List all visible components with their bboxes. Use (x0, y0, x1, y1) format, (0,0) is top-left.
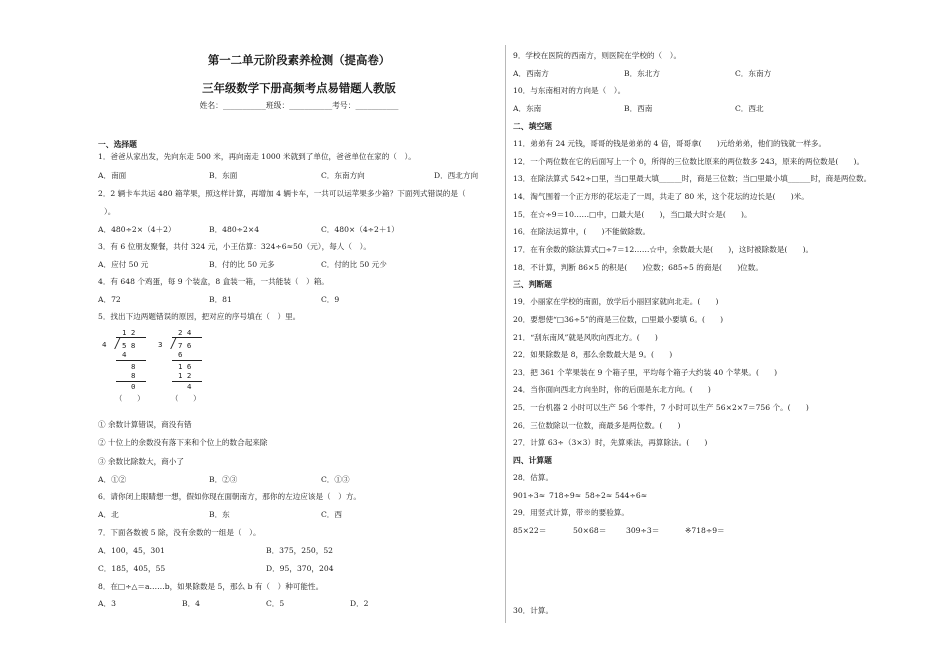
question-10: 10．与东南相对的方向是（ ）。 (513, 86, 626, 95)
section-judge-heading: 三、判断题 (513, 280, 552, 289)
q28-item-1: 901÷3≈ (513, 491, 546, 500)
question-23: 23．把 361 个苹果装在 9 个箱子里，平均每个箱子大约装 40 个苹果。( ) (513, 368, 778, 377)
question-19: 19．小丽家在学校的南面，放学后小丽回家就向北走。( ) (513, 297, 719, 306)
q2-option-b: B．480÷2×4 (209, 225, 260, 234)
q5-reason-2: ② 十位上的余数没有落下来和个位上的数合起来除 (98, 438, 268, 447)
fig1-row2: 8 (131, 362, 136, 371)
q29-item-2: 50×68＝ (573, 526, 607, 535)
section-calc-heading: 四、计算题 (513, 456, 552, 465)
question-9: 9．学校在医院的西南方，则医院在学校的（ ）。 (513, 51, 682, 60)
question-21: 21．“刮东南风”就是风吹向西北方。( ) (513, 333, 658, 342)
q3-option-c: C．付的比 50 元少 (321, 260, 387, 269)
question-8: 8．在□÷△＝a……b，如果除数是 5，那么 b 有（ ）种可能性。 (98, 582, 324, 591)
fig1-quotient: 1 2 (122, 328, 136, 337)
question-17: 17．在有余数的除法算式□÷7＝12……☆中，余数最大是( )，这时被除数是( )。 (513, 245, 814, 254)
q2-option-a: A．480÷2×（4＋2） (98, 225, 176, 234)
q1-option-a: A．南面 (98, 171, 127, 180)
q3-option-b: B．付的比 50 元多 (209, 260, 275, 269)
question-26: 26．三位数除以一位数，商最多是两位数。( ) (513, 421, 681, 430)
q5-reason-3: ③ 余数比除数大，商小了 (98, 457, 184, 466)
question-2-end: ）。 (104, 207, 116, 216)
column-divider (505, 45, 506, 623)
q7-option-a: A．100，45，301 (98, 546, 165, 555)
fig2-answer-paren: （ ） (171, 394, 201, 403)
question-12: 12．一个两位数在它的后面写上一个 0，所得的三位数比原来的两位数多 243，原来的两位数是( )。 (513, 157, 865, 166)
fig1-dividend: 5 8 (122, 341, 136, 350)
fig1-answer-paren: （ ） (115, 394, 145, 403)
q8-option-c: C．5 (266, 599, 285, 608)
long-division-figure-1 (102, 326, 162, 406)
exam-title: 第一二单元阶段素养检测（提高卷） (207, 53, 391, 67)
q7-option-c: C．185，405，55 (98, 564, 166, 573)
q10-option-b: B．西南 (624, 104, 653, 113)
q1-option-d: D．西北方向 (434, 171, 479, 180)
student-info-line: 姓名：___________班级：___________考号：___________ (199, 101, 399, 110)
question-27: 27．计算 63÷（3×3）时，先算乘法，再算除法。( ) (513, 438, 708, 447)
section-choice-heading: 一、选择题 (98, 140, 137, 149)
question-2: 2．2 辆卡车共运 480 箱苹果，照这样计算，再增加 4 辆卡车，一共可以运苹果多少箱？下面列式错误的是（ (98, 189, 466, 198)
q8-option-d: D．2 (350, 599, 369, 608)
q10-option-c: C．西北 (735, 104, 764, 113)
question-29: 29．用竖式计算，带※的要验算。 (513, 508, 629, 517)
q6-option-c: C．西 (321, 510, 342, 519)
fig2-divisor: 3 (158, 340, 163, 349)
fig1-bracket (114, 337, 121, 349)
q2-option-c: C．480×（4÷2＋1） (321, 225, 399, 234)
fig2-quotient: 2 4 (178, 328, 192, 337)
question-5: 5．找出下边两题错误的原因，把对应的序号填在（ ）里。 (98, 312, 301, 321)
q9-option-c: C．东南方 (735, 69, 772, 78)
fig1-row1: 4 (122, 350, 127, 359)
question-28: 28．估算。 (513, 473, 554, 482)
question-22: 22．如果除数是 8，那么余数最大是 9。( ) (513, 350, 673, 359)
fig2-row1: 6 (178, 350, 183, 359)
question-16: 16．在除法运算中，( )不能做除数。 (513, 227, 651, 236)
fig2-line1 (172, 360, 202, 361)
fig1-divisor: 4 (102, 340, 107, 349)
q29-item-1: 85×22＝ (513, 526, 547, 535)
q8-option-a: A．3 (98, 599, 116, 608)
fig1-row4: 0 (131, 382, 136, 391)
section-fill-heading: 二、填空题 (513, 122, 552, 131)
fig2-bracket (170, 337, 177, 349)
q28-item-4: 544÷6≈ (615, 491, 648, 500)
question-18: 18．不计算，判断 86×5 的积是( )位数；685÷5 的商是( )位数。 (513, 263, 763, 272)
fig1-row3: 8 (131, 371, 136, 380)
question-15: 15．在☆÷9＝10……□中，□最大是( )，当□最大时☆是( )。 (513, 210, 752, 219)
exam-subtitle: 三年级数学下册高频考点易错题人教版 (202, 81, 396, 95)
q1-option-c: C．东南方向 (321, 171, 365, 180)
question-14: 14．淘气围着一个正方形的花坛走了一周，共走了 80 米，这个花坛的边长是( )米。 (513, 192, 809, 201)
question-11: 11．弟弟有 24 元钱，哥哥的钱是弟弟的 4 倍，哥哥拿( )元给弟弟，他们的钱就一样多。 (513, 139, 827, 148)
question-3: 3．有 6 位朋友聚餐，共付 324 元，小王估算：324÷6≈50（元），每人（ ）。 (98, 242, 371, 251)
long-division-figure-2 (158, 326, 218, 406)
q28-item-3: 58÷2≈ (585, 491, 613, 500)
q28-item-2: 718÷9≈ (549, 491, 582, 500)
fig2-row3: 1 2 (178, 371, 192, 380)
q4-option-b: B．81 (209, 295, 232, 304)
q10-option-a: A．东南 (513, 104, 542, 113)
q5-option-a: A．①② (98, 475, 127, 484)
q7-option-b: B．375，250，52 (266, 546, 334, 555)
q4-option-a: A．72 (98, 295, 121, 304)
question-30: 30．计算。 (513, 606, 554, 615)
q29-item-3: 309÷3＝ (626, 526, 660, 535)
q1-option-b: B．东面 (209, 171, 238, 180)
q6-option-b: B．东 (209, 510, 230, 519)
q29-item-4: ※718÷9＝ (685, 526, 725, 535)
question-4: 4．有 648 个鸡蛋，每 9 个装盒，8 盒装一箱，一共能装（ ）箱。 (98, 277, 329, 286)
q9-option-b: B．东北方 (624, 69, 660, 78)
q5-reason-1: ① 余数计算错误，商没有错 (98, 420, 192, 429)
question-7: 7．下面各数被 5 除，没有余数的一组是（ ）。 (98, 528, 261, 537)
q5-option-c: C．①③ (321, 475, 350, 484)
q5-option-b: B．②③ (209, 475, 238, 484)
q3-option-a: A．应付 50 元 (98, 260, 149, 269)
q9-option-a: A．西南方 (513, 69, 549, 78)
fig2-row2: 1 6 (178, 362, 192, 371)
q4-option-c: C．9 (321, 295, 340, 304)
question-1: 1．爸爸从家出发，先向东走 500 米，再向南走 1000 米就到了单位，爸爸单位在家的（ ）。 (98, 152, 416, 161)
fig2-dividend: 7 6 (178, 341, 192, 350)
q7-option-d: D．95，370，204 (266, 564, 334, 573)
question-24: 24．当你面向西北方向坐时，你的后面是东北方向。( ) (513, 385, 711, 394)
q8-option-b: B．4 (182, 599, 201, 608)
question-25: 25．一台机器 2 小时可以生产 56 个零件，7 小时可以生产 56×2×7＝756 个。( ) (513, 403, 809, 412)
q6-option-a: A．北 (98, 510, 119, 519)
question-13: 13．在除法算式 542÷□里，当□里最大填______时，商是三位数；当□里最小填______时，商是两位数。 (513, 174, 872, 183)
fig2-row4: 4 (187, 382, 192, 391)
question-6: 6．请你闭上眼睛想一想，假如你现在面朝南方，那你的左边应该是（ ）方。 (98, 492, 362, 501)
question-20: 20．要想使“□36÷5”的商是三位数，□里最小要填 6。( ) (513, 315, 724, 324)
fig1-line1 (116, 360, 146, 361)
